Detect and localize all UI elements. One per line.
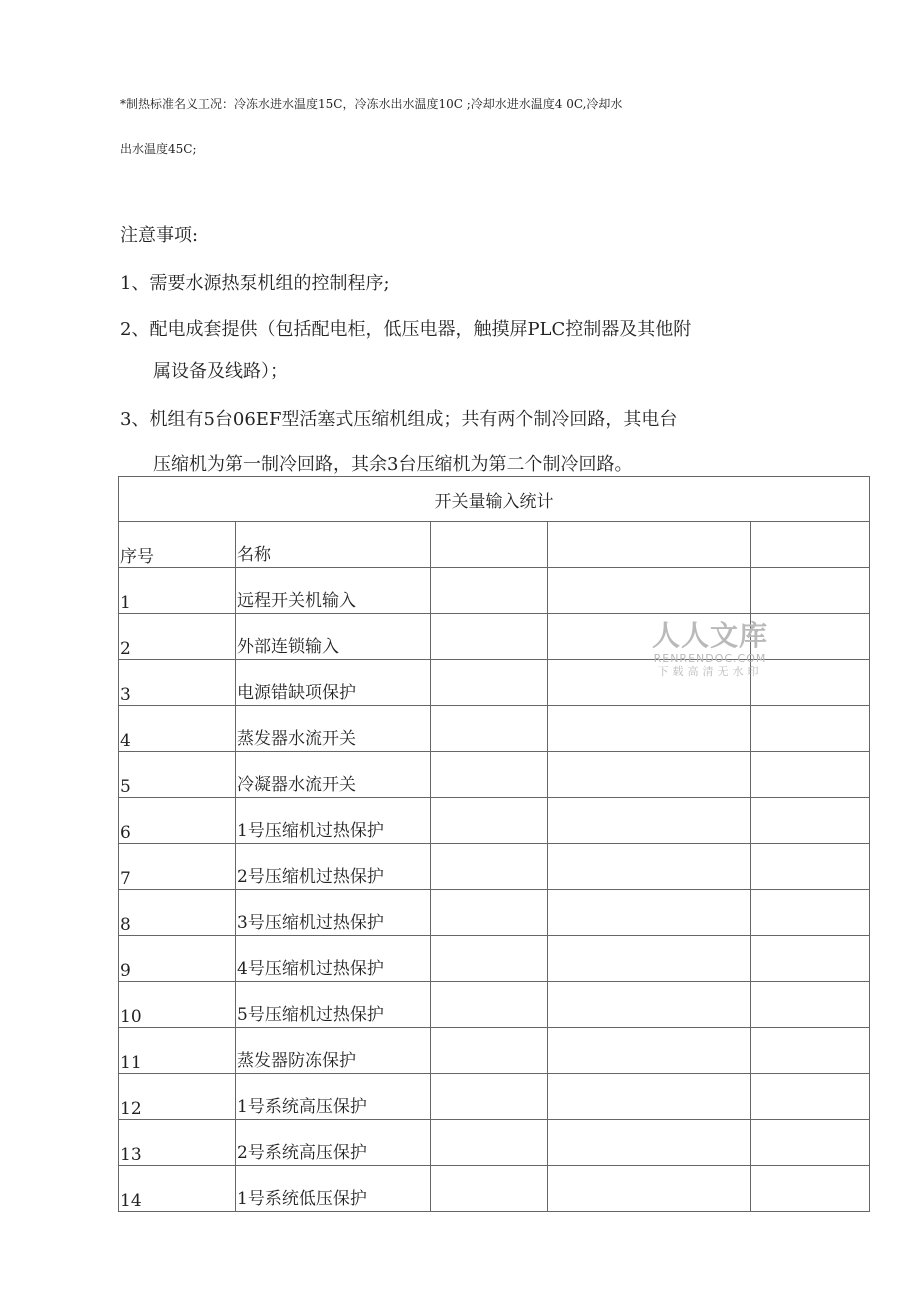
row-blank-cell [431, 1074, 548, 1120]
row-blank-cell [431, 1120, 548, 1166]
notice-item-1: 1、需要水源热泵机组的控制程序; [120, 273, 390, 294]
row-blank-cell [751, 798, 870, 844]
row-blank-cell [751, 568, 870, 614]
row-num: 11 [119, 1028, 236, 1074]
row-blank-cell [548, 660, 751, 706]
table-row [119, 936, 870, 982]
row-blank-cell [431, 982, 548, 1028]
row-blank-cell [751, 1074, 870, 1120]
row-num: 12 [119, 1074, 236, 1120]
table-row [119, 798, 870, 844]
header-blank [751, 522, 870, 568]
row-blank-cell [548, 890, 751, 936]
row-blank-cell [751, 936, 870, 982]
table-row [119, 1074, 870, 1120]
notice-item-2: 2、配电成套提供（包括配电柜，低压电器，触摸屏PLC控制器及其他附 [120, 319, 692, 340]
row-blank-cell [751, 982, 870, 1028]
row-blank-cell [751, 752, 870, 798]
row-blank-cell [431, 568, 548, 614]
row-num: 13 [119, 1120, 236, 1166]
notice-item-2-cont: 属设备及线路）； [153, 361, 288, 382]
table-row [119, 706, 870, 752]
row-blank-cell [751, 706, 870, 752]
table-row [119, 660, 870, 706]
table-row [119, 752, 870, 798]
row-num: 14 [119, 1166, 236, 1212]
row-name: 蒸发器防冻保护 [236, 1028, 431, 1074]
row-blank-cell [548, 752, 751, 798]
row-blank-cell [751, 1166, 870, 1212]
row-blank-cell [431, 706, 548, 752]
row-blank-cell [548, 1166, 751, 1212]
row-blank-cell [431, 660, 548, 706]
row-num: 4 [119, 706, 236, 752]
row-blank-cell [751, 614, 870, 660]
row-blank-cell [548, 844, 751, 890]
row-num: 1 [119, 568, 236, 614]
row-blank-cell [751, 660, 870, 706]
row-num: 9 [119, 936, 236, 982]
row-blank-cell [548, 568, 751, 614]
row-blank-cell [431, 936, 548, 982]
note-line-1: *制热标准名义工况：冷冻水进水温度15C，冷冻水出水温度10C ;冷却水进水温度4 0C,冷却水 [120, 97, 623, 111]
header-blank [548, 522, 751, 568]
table-row [119, 1028, 870, 1074]
row-blank-cell [431, 1028, 548, 1074]
row-blank-cell [548, 798, 751, 844]
row-name: 外部连锁输入 [236, 614, 431, 660]
row-blank-cell [431, 798, 548, 844]
table-row [119, 844, 870, 890]
row-blank-cell [431, 1166, 548, 1212]
row-blank-cell [751, 844, 870, 890]
row-num: 6 [119, 798, 236, 844]
table-row [119, 568, 870, 614]
row-blank-cell [548, 1074, 751, 1120]
row-blank-cell [548, 936, 751, 982]
row-blank-cell [548, 1120, 751, 1166]
table-header-row [119, 522, 870, 568]
table-title: 开关量输入统计 [119, 477, 870, 522]
header-name: 名称 [236, 522, 431, 568]
row-name: 冷凝器水流开关 [236, 752, 431, 798]
row-name: 2号压缩机过热保护 [236, 844, 431, 890]
row-num: 5 [119, 752, 236, 798]
row-blank-cell [548, 706, 751, 752]
row-blank-cell [548, 1028, 751, 1074]
row-blank-cell [431, 844, 548, 890]
row-name: 1号系统低压保护 [236, 1166, 431, 1212]
header-blank [431, 522, 548, 568]
row-num: 10 [119, 982, 236, 1028]
watermark-slogan: 下载高清无水印 [657, 665, 763, 678]
note-line-2: 出水温度45C; [120, 142, 197, 156]
row-name: 4号压缩机过热保护 [236, 936, 431, 982]
row-name: 1号压缩机过热保护 [236, 798, 431, 844]
row-blank-cell [431, 752, 548, 798]
table-row [119, 1120, 870, 1166]
row-name: 1号系统高压保护 [236, 1074, 431, 1120]
row-blank-cell [431, 890, 548, 936]
row-name: 远程开关机输入 [236, 568, 431, 614]
switch-input-table [118, 476, 870, 1212]
row-num: 7 [119, 844, 236, 890]
row-blank-cell [751, 1028, 870, 1074]
notices-heading: 注意事项: [120, 225, 199, 246]
row-num: 8 [119, 890, 236, 936]
row-name: 蒸发器水流开关 [236, 706, 431, 752]
row-name: 2号系统高压保护 [236, 1120, 431, 1166]
row-blank-cell [751, 890, 870, 936]
row-name: 电源错缺项保护 [236, 660, 431, 706]
notice-item-3-cont: 压缩机为第一制冷回路，其余3台压缩机为第二个制冷回路。 [153, 454, 633, 475]
header-num: 序号 [119, 522, 236, 568]
row-blank-cell [431, 614, 548, 660]
row-blank-cell [751, 1120, 870, 1166]
row-name: 5号压缩机过热保护 [236, 982, 431, 1028]
watermark-title: 人人文库 [651, 619, 768, 652]
table-title-row [119, 477, 870, 522]
table-row [119, 1166, 870, 1212]
table-row [119, 982, 870, 1028]
row-blank-cell [548, 982, 751, 1028]
table-row [119, 614, 870, 660]
row-num: 3 [119, 660, 236, 706]
row-num: 2 [119, 614, 236, 660]
watermark-site: RENRENDOC.COM [653, 652, 767, 665]
row-name: 3号压缩机过热保护 [236, 890, 431, 936]
row-blank-cell [548, 614, 751, 660]
table-row [119, 890, 870, 936]
notice-item-3: 3、机组有5台06EF型活塞式压缩机组成；共有两个制冷回路，其电台 [120, 409, 678, 430]
